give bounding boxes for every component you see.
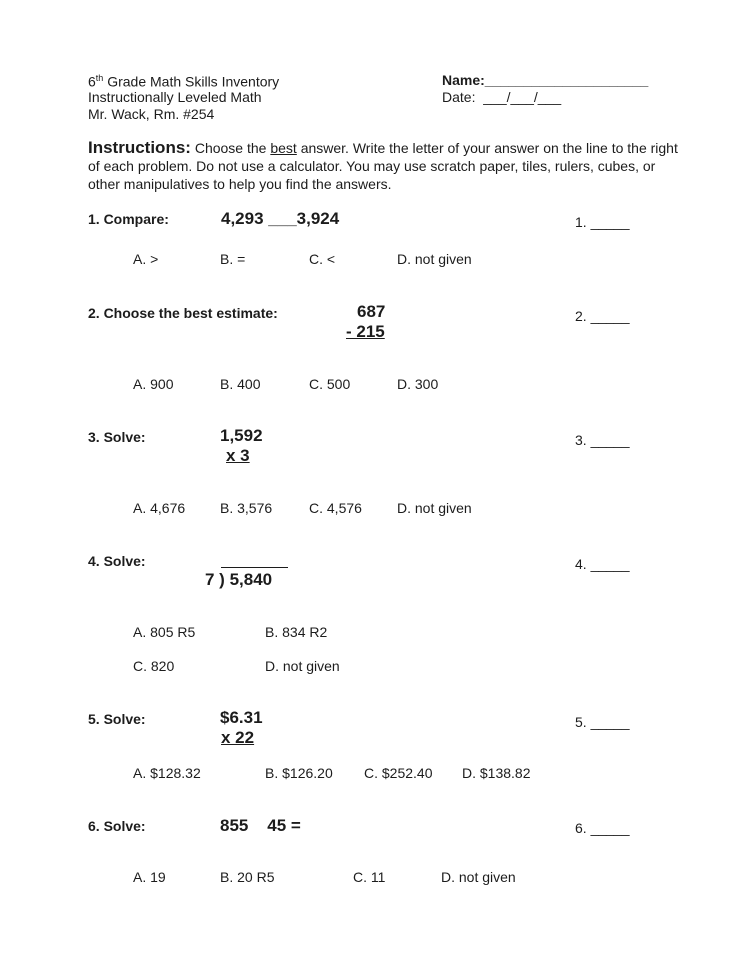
- option-d[interactable]: D. not given: [397, 500, 472, 516]
- problem-label: 6. Solve:: [88, 818, 146, 834]
- course-name: Instructionally Leveled Math: [88, 89, 262, 105]
- option-c[interactable]: C. 820: [133, 658, 175, 674]
- option-b[interactable]: B. 834 R2: [265, 624, 328, 640]
- answer-line[interactable]: 3. _____: [575, 432, 630, 448]
- option-c[interactable]: C. 500: [309, 376, 351, 392]
- compare-expression: 4,293 ___3,924: [221, 209, 340, 228]
- option-b[interactable]: B. =: [220, 251, 246, 267]
- worksheet-title: 6th Grade Math Skills Inventory: [88, 73, 280, 90]
- option-b[interactable]: B. 400: [220, 376, 261, 392]
- answer-line[interactable]: 2. _____: [575, 308, 630, 324]
- option-d[interactable]: D. not given: [397, 251, 472, 267]
- teacher-room: Mr. Wack, Rm. #254: [88, 106, 215, 122]
- problem-label: 4. Solve:: [88, 553, 146, 569]
- option-c[interactable]: C. $252.40: [364, 765, 433, 781]
- option-b[interactable]: B. 20 R5: [220, 869, 275, 885]
- instructions-title: Instructions:: [88, 138, 191, 157]
- option-c[interactable]: C. <: [309, 251, 336, 267]
- option-d[interactable]: D. not given: [265, 658, 340, 674]
- name-label: Name:: [442, 72, 485, 88]
- option-d[interactable]: D. not given: [441, 869, 516, 885]
- dividend: 5,840: [229, 570, 273, 589]
- instructions: Instructions: Choose the best answer. Write the letter of your answer on the line to the right of each problem. Do not use a calculator. You may use scratch paper, tiles, rulers, cubes, or other manipulatives to help you find the answers.: [88, 138, 678, 192]
- operand-bottom: x 22: [221, 728, 255, 747]
- name-line: _____________________: [484, 72, 649, 88]
- problem-label: 2. Choose the best estimate:: [88, 305, 278, 321]
- option-a[interactable]: A. 900: [133, 376, 174, 392]
- operand-top: 687: [357, 302, 386, 321]
- problem-label: 3. Solve:: [88, 429, 146, 445]
- name-field[interactable]: [442, 72, 648, 89]
- date-label: Date:: [442, 89, 476, 105]
- answer-line[interactable]: 4. _____: [575, 556, 630, 572]
- date-blanks: ___/___/___: [483, 89, 562, 105]
- option-a[interactable]: A. 805 R5: [133, 624, 196, 640]
- option-b[interactable]: B. 3,576: [220, 500, 273, 516]
- operand-top: 1,592: [220, 426, 263, 445]
- option-a[interactable]: A. $128.32: [133, 765, 201, 781]
- date-field[interactable]: [442, 89, 561, 106]
- operand-bottom: x 3: [226, 446, 250, 465]
- answer-line[interactable]: 1. _____: [575, 214, 630, 230]
- divisor: 7 ): [205, 570, 230, 589]
- long-division: [205, 570, 272, 590]
- division-bracket-line: [221, 567, 288, 568]
- option-a[interactable]: A. 19: [133, 869, 166, 885]
- option-a[interactable]: A. 4,676: [133, 500, 186, 516]
- option-d[interactable]: D. 300: [397, 376, 439, 392]
- option-d[interactable]: D. $138.82: [462, 765, 531, 781]
- option-c[interactable]: C. 4,576: [309, 500, 362, 516]
- option-c[interactable]: C. 11: [353, 869, 386, 885]
- option-a[interactable]: A. >: [133, 251, 159, 267]
- operand-bottom: - 215: [346, 322, 385, 341]
- operand-top: $6.31: [220, 708, 263, 727]
- division-expression: 855 45 =: [220, 816, 301, 835]
- problem-label: 5. Solve:: [88, 711, 146, 727]
- answer-line[interactable]: 5. _____: [575, 714, 630, 730]
- problem-label: 1. Compare:: [88, 211, 169, 227]
- answer-line[interactable]: 6. _____: [575, 820, 630, 836]
- option-b[interactable]: B. $126.20: [265, 765, 333, 781]
